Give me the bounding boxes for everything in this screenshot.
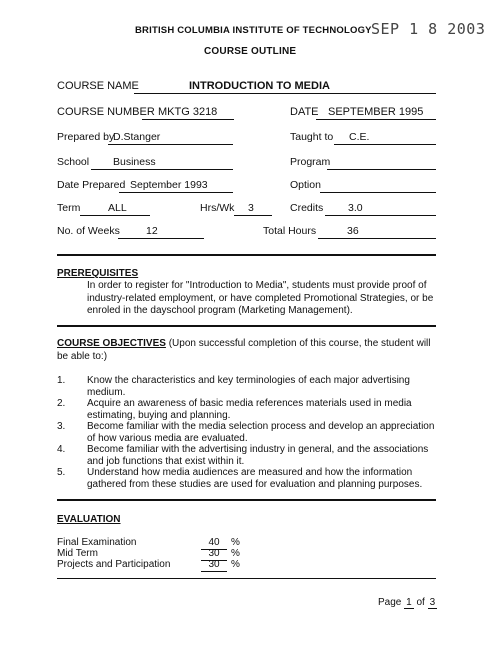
objective-number: 5. — [57, 467, 66, 478]
program-line — [327, 157, 436, 170]
evaluation-value: 30 — [201, 559, 227, 572]
of-label: of — [416, 597, 425, 608]
taught-to-label: Taught to — [290, 131, 334, 143]
section-divider — [57, 578, 436, 579]
evaluation-label: Projects and Participation — [57, 559, 171, 570]
weeks-line — [118, 226, 204, 239]
objective-number: 1. — [57, 375, 66, 386]
evaluation-label: Mid Term — [57, 548, 98, 559]
page-number — [378, 597, 437, 608]
total-hours-label: Total Hours — [263, 225, 317, 237]
objective-item: Know the characteristics and key terminologies of each major advertising medium. — [87, 375, 410, 398]
section-divider — [57, 325, 436, 327]
weeks-value: 12 — [146, 225, 158, 237]
credits-value: 3.0 — [348, 202, 363, 214]
option-label: Option — [290, 179, 321, 191]
institute-name: BRITISH COLUMBIA INSTITUTE OF TECHNOLOGY — [135, 25, 372, 36]
objective-number: 3. — [57, 421, 66, 432]
credits-label: Credits — [290, 202, 324, 214]
option-line — [320, 180, 436, 193]
objective-number: 2. — [57, 398, 66, 409]
school-label: School — [57, 156, 90, 168]
date-prepared-label: Date Prepared — [57, 179, 126, 191]
objectives-intro-block — [57, 338, 439, 363]
section-divider — [57, 499, 436, 501]
term-label: Term — [57, 202, 81, 214]
evaluation-label: Final Examination — [57, 537, 137, 548]
prepared-by-label: Prepared by — [57, 131, 115, 143]
objective-item: Acquire an awareness of basic media references materials used in media estimating, buying and planning. — [87, 398, 412, 421]
evaluation-heading: EVALUATION — [57, 514, 121, 525]
school-value: Business — [113, 156, 156, 168]
objective-number: 4. — [57, 444, 66, 455]
prepared-by-value: D.Stanger — [113, 131, 161, 143]
page-current: 1 — [406, 597, 412, 608]
section-divider — [57, 254, 436, 256]
objectives-intro: (Upon successful completion of this course, the student will be able to:) — [57, 338, 431, 362]
date-prepared-value: September 1993 — [130, 179, 208, 191]
percent-sign: % — [231, 537, 240, 548]
date-value: SEPTEMBER 1995 — [328, 106, 424, 118]
course-number-value: MKTG 3218 — [158, 106, 218, 118]
weeks-label: No. of Weeks — [57, 225, 120, 237]
percent-sign: % — [231, 548, 240, 559]
prerequisites-heading: PREREQUISITES — [57, 268, 139, 279]
percent-sign: % — [231, 559, 240, 570]
taught-to-value: C.E. — [349, 131, 370, 143]
course-number-label: COURSE NUMBER — [57, 106, 155, 118]
page-label: Page — [378, 597, 402, 608]
hrs-wk-value: 3 — [248, 202, 254, 214]
objective-item: Become familiar with the media selection process and develop an appreciation of how various media are evaluated. — [87, 421, 435, 444]
course-name-label: COURSE NAME — [57, 80, 139, 92]
evaluation-value: 30 — [201, 548, 227, 561]
hrs-wk-label: Hrs/Wk — [200, 202, 235, 214]
program-label: Program — [290, 156, 331, 168]
term-value: ALL — [108, 202, 127, 214]
total-hours-value: 36 — [347, 225, 359, 237]
course-name-value: INTRODUCTION TO MEDIA — [189, 80, 330, 92]
objective-item: Become familiar with the advertising industry in general, and the associations and job functions that exist within it. — [87, 444, 429, 467]
objectives-heading: COURSE OBJECTIVES — [57, 338, 166, 349]
objective-item: Understand how media audiences are measured and how the information gathered from these studies are used for evaluation and planning purposes. — [87, 467, 423, 490]
page-total: 3 — [429, 597, 436, 608]
date-label: DATE — [290, 106, 319, 118]
received-date-stamp: SEP 1 8 2003 — [371, 20, 486, 38]
document-title: COURSE OUTLINE — [204, 46, 297, 57]
total-hours-line — [318, 226, 436, 239]
evaluation-value: 40 — [201, 537, 227, 550]
prerequisites-text: In order to register for "Introduction to Media", students must provide proof of industry-related employment, or have completed Promotional Strategies, or be enroled in the dayschool program (Marketing Management). — [87, 280, 434, 316]
credits-line — [325, 203, 436, 216]
